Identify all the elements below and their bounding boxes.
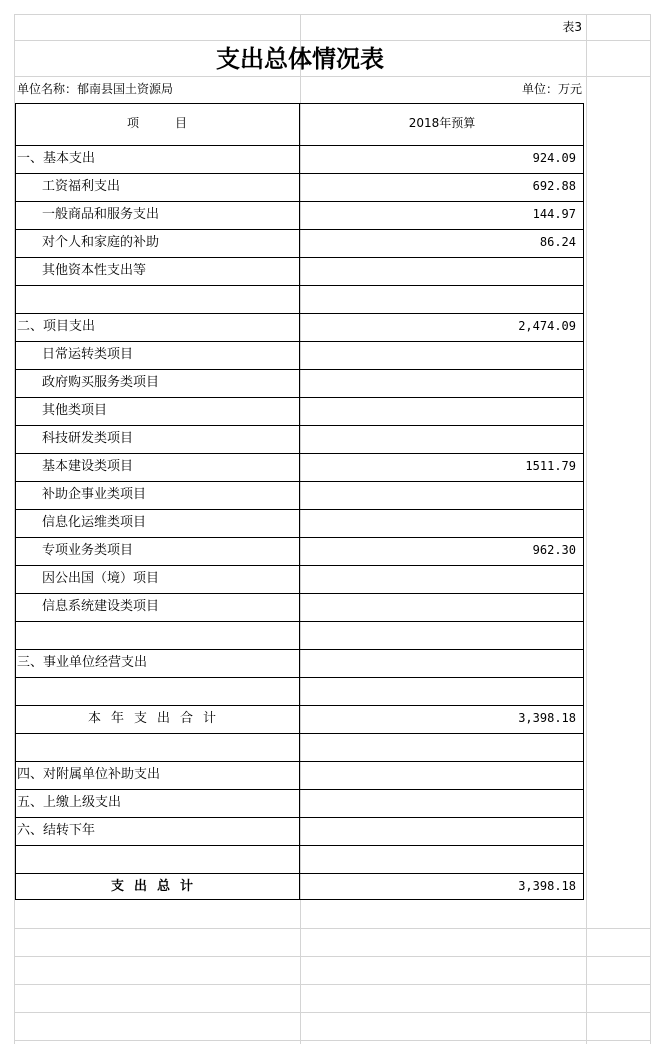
row-value: 3,398.18	[518, 711, 576, 725]
grid-row-line	[14, 984, 650, 985]
row-value: 3,398.18	[518, 879, 576, 893]
row-value: 86.24	[539, 235, 576, 249]
row-value: 2,474.09	[518, 319, 576, 333]
row-label: 基本建设类项目	[42, 459, 134, 474]
header-budget: 2018年预算	[408, 116, 476, 130]
row-label: 日常运转类项目	[42, 347, 134, 362]
grid-row-line	[14, 956, 650, 957]
row-label: 其他类项目	[42, 403, 108, 418]
row-label: 补助企事业类项目	[42, 487, 147, 502]
row-label: 本年支出合计	[87, 711, 226, 726]
table-number: 表3	[562, 20, 582, 34]
row-label: 其他资本性支出等	[42, 263, 147, 278]
row-divider	[15, 285, 584, 286]
row-divider	[15, 817, 584, 818]
unit-name: 单位名称：郁南县国土资源局	[17, 82, 174, 96]
row-label: 支出总计	[110, 879, 203, 894]
row-divider	[15, 733, 584, 734]
row-value: 924.09	[532, 151, 576, 165]
row-label: 三、事业单位经营支出	[17, 655, 148, 670]
row-label: 四、对附属单位补助支出	[17, 767, 161, 782]
row-divider	[15, 677, 584, 678]
row-value: 1511.79	[525, 459, 576, 473]
row-label: 专项业务类项目	[42, 543, 134, 558]
grid-col-line	[586, 14, 587, 1044]
row-label: 六、结转下年	[17, 823, 96, 838]
row-value: 144.97	[532, 207, 576, 221]
row-label: 政府购买服务类项目	[42, 375, 160, 390]
row-value: 962.30	[532, 543, 576, 557]
page-title: 支出总体情况表	[216, 45, 384, 73]
grid-row-line	[14, 928, 650, 929]
unit-label: 单位：万元	[521, 82, 582, 96]
grid-row-line	[14, 1012, 650, 1013]
header-item: 项 目	[126, 116, 187, 130]
row-label: 对个人和家庭的补助	[42, 235, 160, 250]
row-label: 二、项目支出	[17, 319, 96, 334]
grid-col-line	[650, 14, 651, 1044]
row-divider	[15, 621, 584, 622]
row-label: 信息系统建设类项目	[42, 599, 160, 614]
row-value: 692.88	[532, 179, 576, 193]
row-label: 一、基本支出	[17, 151, 96, 166]
row-label: 信息化运维类项目	[42, 515, 147, 530]
row-label: 五、上缴上级支出	[17, 795, 122, 810]
row-label: 工资福利支出	[42, 179, 121, 194]
row-label: 一般商品和服务支出	[42, 207, 160, 222]
grid-row-line	[14, 1040, 650, 1041]
row-label: 科技研发类项目	[42, 431, 134, 446]
row-divider	[15, 845, 584, 846]
row-label: 因公出国（境）项目	[42, 571, 160, 586]
